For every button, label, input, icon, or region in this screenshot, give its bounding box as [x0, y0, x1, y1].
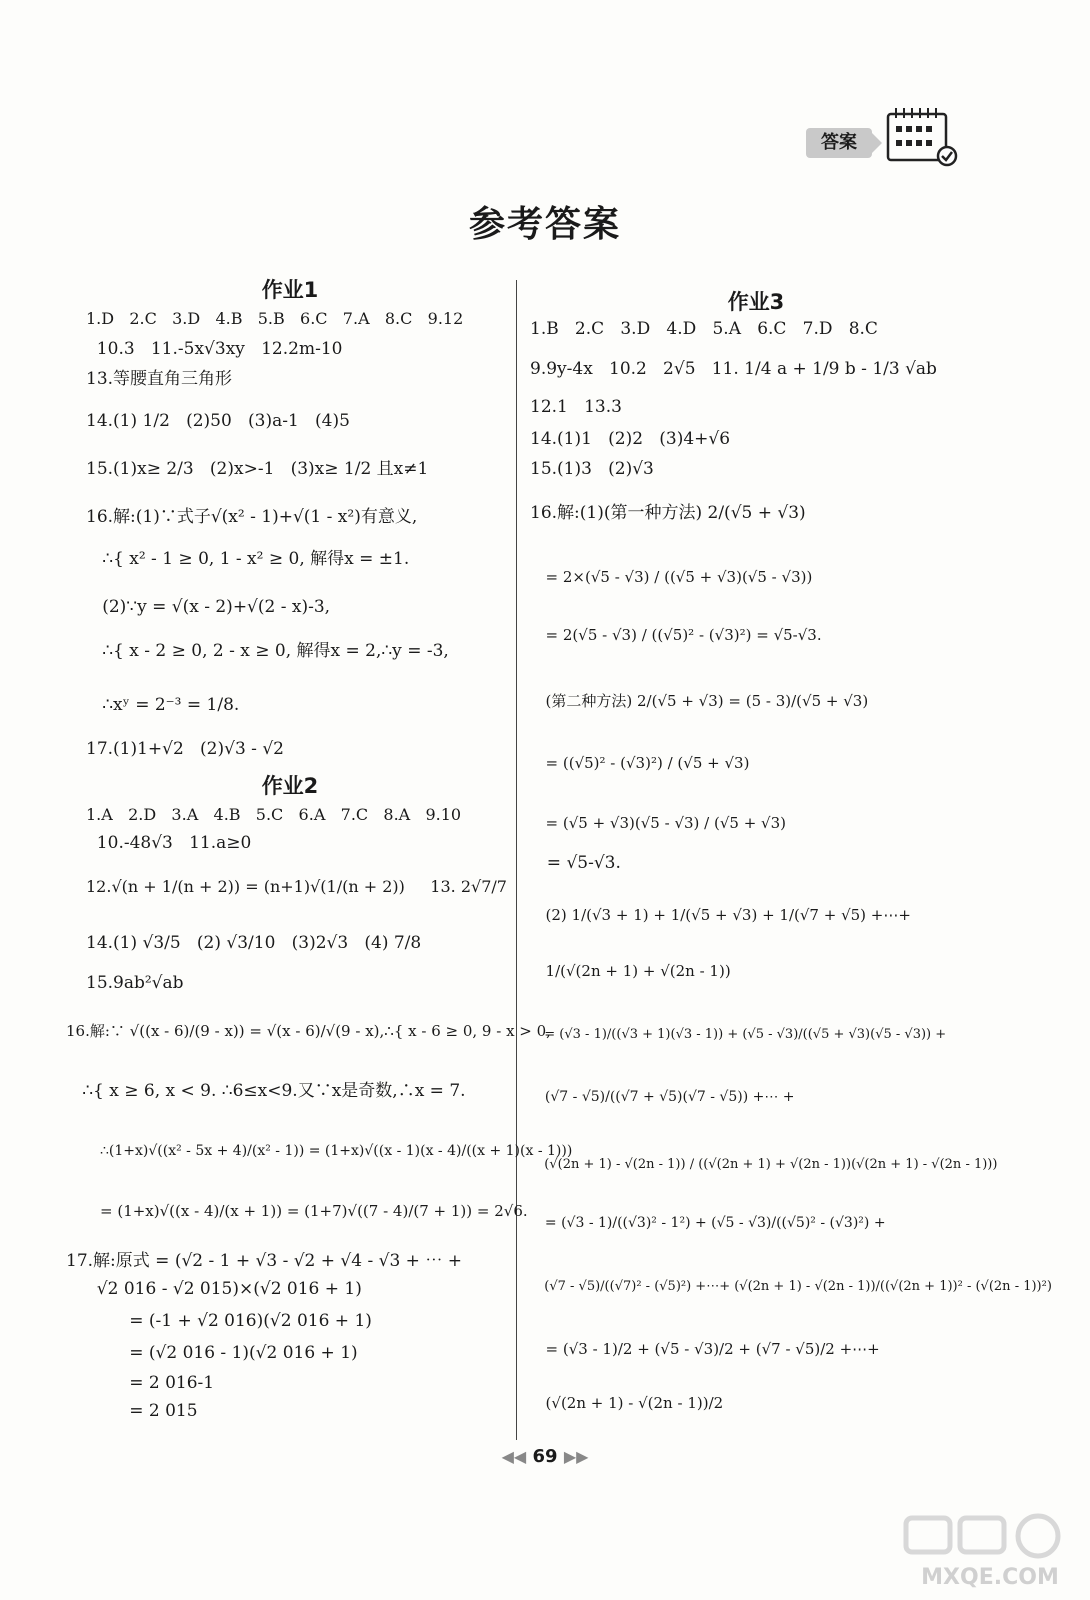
answer-line: (√(2n + 1) - √(2n - 1))/2 [536, 1394, 724, 1412]
page-footer [0, 1446, 1090, 1467]
answer-line: = 2×(√5 - √3) / ((√5 + √3)(√5 - √3)) [536, 568, 813, 586]
answer-line: √2 016 - √2 015)×(√2 016 + 1) [86, 1279, 362, 1299]
answer-line: (2) 1/(√3 + 1) + 1/(√5 + √3) + 1/(√7 + √5) +⋯+ [536, 906, 911, 924]
answer-line: 1.D 2.C 3.D 4.B 5.B 6.C 7.A 8.C 9.12 [86, 309, 464, 328]
answer-line: 1/(√(2n + 1) + √(2n - 1)) [536, 962, 731, 980]
answer-line: ∴xʸ = 2⁻³ = 1/8. [86, 695, 240, 715]
answer-line: = (√5 + √3)(√5 - √3) / (√5 + √3) [536, 814, 786, 832]
answer-line: 14.(1) 1/2 (2)50 (3)a-1 (4)5 [86, 411, 350, 431]
answer-line: 16.解:∵ √((x - 6)/(9 - x)) = √(x - 6)/√(9 - x),∴{ x - 6 ≥ 0, 9 - x > 0, [66, 1022, 551, 1040]
answer-line: (√7 - √5)/((√7 + √5)(√7 - √5)) +⋯ + [536, 1089, 795, 1105]
answer-line: 9.9y-4x 10.2 2√5 11. 1/4 a + 1/9 b - 1/3 √ab [530, 359, 937, 379]
section-heading: 作业3 [727, 290, 785, 314]
answer-line: 1.B 2.C 3.D 4.D 5.A 6.C 7.D 8.C [530, 319, 878, 339]
answer-line: 15.(1)3 (2)√3 [530, 459, 654, 479]
answer-line: = (√3 - 1)/((√3 + 1)(√3 - 1)) + (√5 - √3)/((√5 + √3)(√5 - √3)) + [536, 1027, 947, 1042]
answer-line: 12.1 13.3 [530, 397, 622, 417]
answer-line: = (1+x)√((x - 4)/(x + 1)) = (1+7)√((7 - 4)/(7 + 1)) = 2√6. [100, 1202, 528, 1220]
answer-line: = ((√5)² - (√3)²) / (√5 + √3) [536, 754, 750, 772]
calendar-check-icon [884, 104, 960, 170]
page-number: 69 [532, 1446, 558, 1467]
answer-line: 14.(1) √3/5 (2) √3/10 (3)2√3 (4) 7/8 [86, 933, 422, 953]
watermark-logo [900, 1512, 1080, 1592]
answer-line: = √5-√3. [536, 853, 621, 873]
answer-badge: 答案 [806, 128, 872, 158]
answer-line: 14.(1)1 (2)2 (3)4+√6 [530, 429, 731, 449]
answer-line: = (√3 - 1)/2 + (√5 - √3)/2 + (√7 - √5)/2 +⋯+ [536, 1340, 880, 1358]
answer-line: (√7 - √5)/((√7)² - (√5)²) +⋯+ (√(2n + 1) - √(2n - 1))/((√(2n + 1))² - (√(2n - 1))²) [536, 1279, 1052, 1294]
answer-line: 13.等腰直角三角形 [86, 369, 233, 389]
answer-line: 16.解:(1)∵式子√(x² - 1)+√(1 - x²)有意义, [86, 507, 418, 527]
answer-line: 10.-48√3 11.a≥0 [86, 833, 252, 853]
answer-line: 1.A 2.D 3.A 4.B 5.C 6.A 7.C 8.A 9.10 [86, 805, 462, 824]
answer-line: ∴{ x² - 1 ≥ 0, 1 - x² ≥ 0, 解得x = ±1. [86, 549, 410, 569]
badge-arrow [872, 133, 882, 153]
answer-line: 17.解:原式 = (√2 - 1 + √3 - √2 + √4 - √3 + ⋯ + [66, 1251, 462, 1271]
answer-line: ∴{ x ≥ 6, x < 9. ∴6≤x<9.又∵x是奇数,∴x = 7. [66, 1081, 466, 1101]
answer-line: 17.(1)1+√2 (2)√3 - √2 [86, 739, 284, 759]
answer-line: 12.√(n + 1/(n + 2)) = (n+1)√(1/(n + 2)) 13. 2√7/7 [86, 877, 507, 896]
watermark-text: MXQE.COM [921, 1565, 1059, 1590]
answer-line: ∴{ x - 2 ≥ 0, 2 - x ≥ 0, 解得x = 2,∴y = -3, [86, 641, 449, 661]
column-divider [516, 280, 517, 1440]
answer-line: = 2 015 [86, 1401, 198, 1421]
next-page-icon: ▶▶ [563, 1447, 589, 1466]
answer-line: (2)∵y = √(x - 2)+√(2 - x)-3, [86, 597, 331, 617]
answer-line: 16.解:(1)(第一种方法) 2/(√5 + √3) [530, 503, 806, 523]
answer-line: = 2 016-1 [86, 1373, 215, 1393]
answer-line: 10.3 11.-5x√3xy 12.2m-10 [86, 339, 343, 359]
answer-line: = (-1 + √2 016)(√2 016 + 1) [86, 1311, 372, 1331]
answer-line: = (√3 - 1)/((√3)² - 1²) + (√5 - √3)/((√5)² - (√3)²) + [536, 1215, 886, 1231]
answer-line: 15.9ab²√ab [86, 973, 184, 993]
answer-line: 15.(1)x≥ 2/3 (2)x>-1 (3)x≥ 1/2 且x≠1 [86, 459, 429, 479]
section-heading: 作业2 [261, 774, 319, 798]
section-heading: 作业1 [261, 278, 319, 302]
prev-page-icon: ◀◀ [501, 1447, 527, 1466]
answer-line: ∴(1+x)√((x² - 5x + 4)/(x² - 1)) = (1+x)√((x - 1)(x - 4)/((x + 1)(x - 1))) [100, 1143, 573, 1159]
answer-line: (第二种方法) 2/(√5 + √3) = (5 - 3)/(√5 + √3) [536, 692, 869, 710]
page-title: 参考答案 [468, 204, 621, 245]
answer-line: = (√2 016 - 1)(√2 016 + 1) [86, 1343, 358, 1363]
answer-line: (√(2n + 1) - √(2n - 1)) / ((√(2n + 1) + √(2n - 1))(√(2n + 1) - √(2n - 1))) [536, 1157, 998, 1172]
answer-line: = 2(√5 - √3) / ((√5)² - (√3)²) = √5-√3. [536, 626, 822, 644]
